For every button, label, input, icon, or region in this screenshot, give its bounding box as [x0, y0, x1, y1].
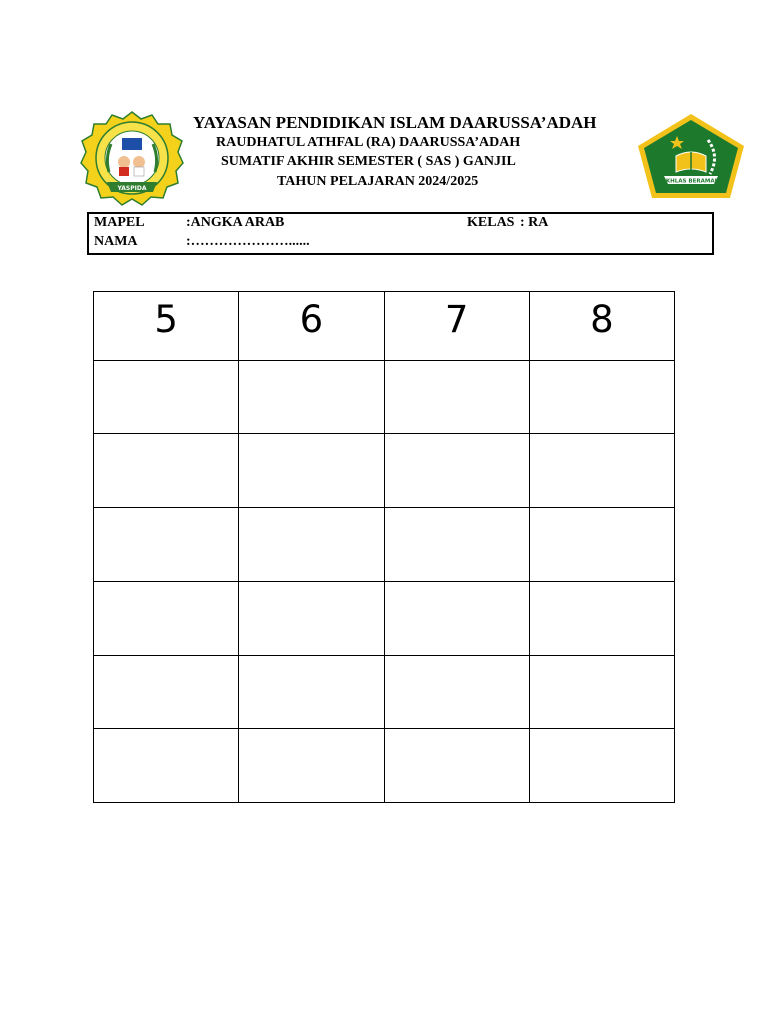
answer-cell[interactable]: [94, 434, 239, 508]
table-header-row: [94, 292, 675, 361]
number-label: 6: [299, 298, 324, 341]
exam-title: SUMATIF AKHIR SEMESTER ( SAS ) GANJIL: [221, 154, 516, 169]
answer-cell[interactable]: [94, 360, 239, 434]
nama-field[interactable]: :…………………......: [186, 234, 310, 249]
answer-cell[interactable]: [94, 729, 239, 803]
svg-text:IKHLAS BERAMAL: IKHLAS BERAMAL: [663, 178, 719, 185]
answer-cell[interactable]: [94, 508, 239, 582]
kemenag-logo-right: [634, 112, 748, 200]
header-cell: [529, 292, 674, 361]
answer-cell[interactable]: [384, 729, 529, 803]
answer-cell[interactable]: [529, 655, 674, 729]
answer-cell[interactable]: [239, 581, 384, 655]
answer-cell[interactable]: [384, 434, 529, 508]
answer-cell[interactable]: [94, 655, 239, 729]
table-row: [94, 655, 675, 729]
header-cell: [239, 292, 384, 361]
answer-cell[interactable]: [384, 581, 529, 655]
kelas-label: KELAS: [467, 215, 515, 230]
answer-cell[interactable]: [529, 360, 674, 434]
answer-cell[interactable]: [384, 655, 529, 729]
header-cell: [94, 292, 239, 361]
answer-cell[interactable]: [239, 508, 384, 582]
table-row: [94, 360, 675, 434]
answer-cell[interactable]: [384, 508, 529, 582]
mapel-value: :ANGKA ARAB: [186, 215, 285, 230]
svg-text:YASPIDA: YASPIDA: [117, 185, 147, 192]
number-label: 5: [154, 298, 178, 341]
answer-cell[interactable]: [529, 508, 674, 582]
academic-year: TAHUN PELAJARAN 2024/2025: [277, 174, 479, 189]
mapel-label: MAPEL: [94, 215, 145, 230]
kelas-value: : RA: [520, 215, 549, 230]
school-name: RAUDHATUL ATHFAL (RA) DAARUSSA’ADAH: [216, 135, 521, 150]
table-row: [94, 434, 675, 508]
number-label: 8: [590, 298, 614, 341]
header-cell: [384, 292, 529, 361]
answer-cell[interactable]: [529, 581, 674, 655]
number-label: 7: [444, 298, 469, 341]
foundation-title: YAYASAN PENDIDIKAN ISLAM DAARUSSA’ADAH: [193, 113, 597, 132]
answer-cell[interactable]: [384, 360, 529, 434]
table-row: [94, 581, 675, 655]
student-info-box: [87, 212, 714, 255]
nama-label: NAMA: [94, 234, 138, 249]
answer-cell[interactable]: [239, 655, 384, 729]
answer-cell[interactable]: [94, 581, 239, 655]
answer-cell[interactable]: [529, 434, 674, 508]
answer-cell[interactable]: [239, 729, 384, 803]
answer-cell[interactable]: [239, 360, 384, 434]
school-logo-left: [79, 110, 185, 206]
table-row: [94, 508, 675, 582]
table-row: [94, 729, 675, 803]
answer-cell[interactable]: [529, 729, 674, 803]
answer-cell[interactable]: [239, 434, 384, 508]
number-practice-table: [93, 291, 675, 803]
